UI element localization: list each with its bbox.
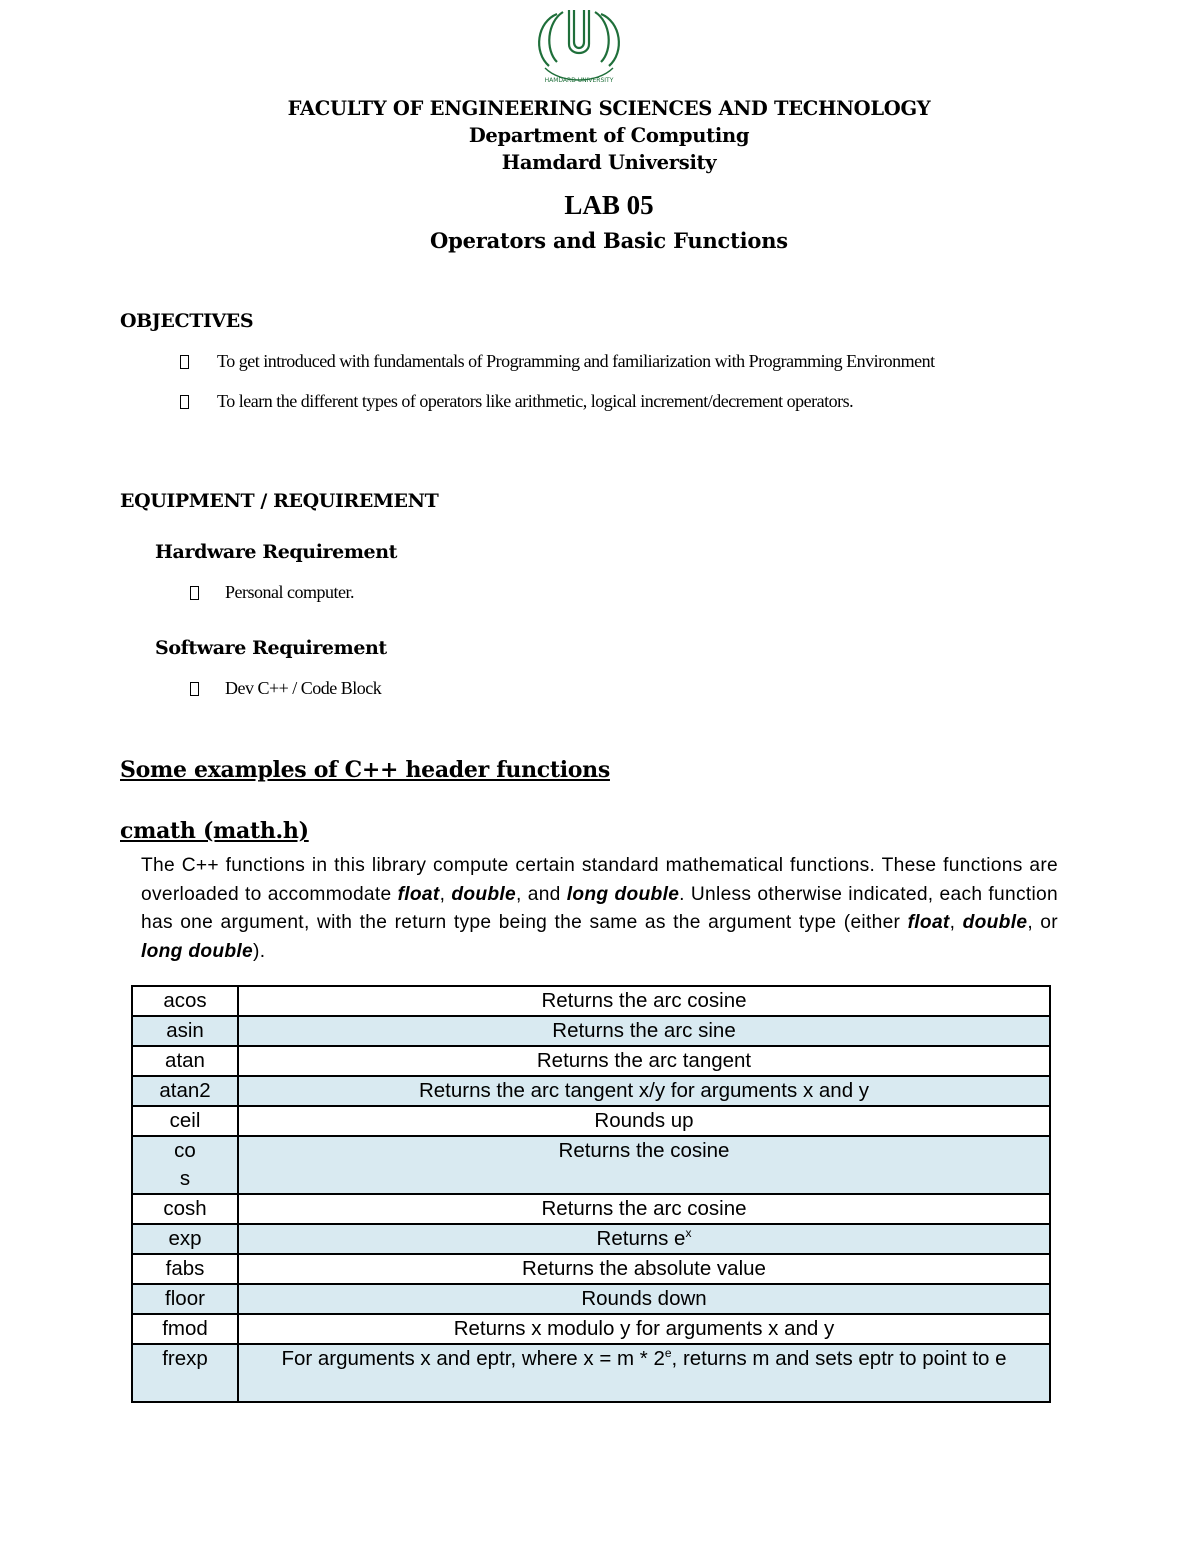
function-name: asin [132, 1016, 238, 1046]
function-description: For arguments x and eptr, where x = m * 2e, returns m and sets eptr to point to e [238, 1344, 1050, 1402]
faculty-title: FACULTY OF ENGINEERING SCIENCES AND TECHNOLOGY [287, 97, 931, 120]
table-row [132, 1224, 1050, 1254]
function-name: floor [132, 1284, 238, 1314]
software-heading: Software Requirement [155, 637, 387, 659]
table-row [132, 986, 1050, 1016]
function-description: Rounds down [238, 1284, 1050, 1314]
table-row [132, 1254, 1050, 1284]
bullet-icon [190, 682, 199, 696]
function-name: cos [132, 1136, 238, 1194]
function-description: Returns x modulo y for arguments x and y [238, 1314, 1050, 1344]
function-name: acos [132, 986, 238, 1016]
function-description: Returns the arc tangent [238, 1046, 1050, 1076]
table-row [132, 1016, 1050, 1046]
table-row [132, 1076, 1050, 1106]
university-logo [527, 4, 631, 90]
function-name: atan2 [132, 1076, 238, 1106]
function-description: Rounds up [238, 1106, 1050, 1136]
document-page: HAMDARD UNIVERSITY FACULTY OF ENGINEERING SCIENCES AND TECHNOLOGY Department of Computing Hamdard University LAB 05 Operators and Basic Functions OBJECTIVES To get introduced with fundamentals of Programming and familiarization with Programming Environment To learn the different types of operators like arithmetic, logical increment/decrement operators. EQUIPMENT / REQUIREMENT Hardware Requirement Personal computer. Software Requirement Dev C++ / Code Block Some examples of C++ header functions cmath (math.h) The C++ functions in this library compute certain standard mathematical functions. These functions are overloaded to accommodate float, double, and long double. Unless otherwise indicated, each function has one argument, with the return type being the same as the argument type (either float, double, or long double). acos Returns the arc cosine asin Returns the arc sine atan Returns the arc tangent atan2 Returns the arc tangent x/y for arguments x and y ceil Rounds up cos Returns the cosine cosh Returns the arc cosine exp Returns $e^x$ fabs Returns the absolute value floor Rounds down fmod Returns x modulo y for arguments x and y frexp For arguments x and eptr, where x = m * 2e, returns m and sets eptr to point to e [0, 0, 1200, 1553]
equipment-heading: EQUIPMENT / REQUIREMENT [120, 490, 439, 512]
hardware-heading: Hardware Requirement [155, 541, 398, 563]
function-name: ceil [132, 1106, 238, 1136]
function-description: Returns the arc cosine [238, 1194, 1050, 1224]
table-row [132, 1194, 1050, 1224]
function-name: cosh [132, 1194, 238, 1224]
table-row [132, 1046, 1050, 1076]
function-description: Returns $e^x$ [238, 1224, 1050, 1254]
function-name: frexp [132, 1344, 238, 1402]
university-name: Hamdard University [501, 151, 717, 174]
function-description: Returns the absolute value [238, 1254, 1050, 1284]
function-description: Returns the cosine [238, 1136, 1050, 1194]
function-name: fmod [132, 1314, 238, 1344]
lab-number: LAB 05 [564, 190, 654, 220]
objectives-heading: OBJECTIVES [120, 310, 254, 332]
cmath-description: The C++ functions in this library compute certain standard mathematical functions. These functions are overloaded to accommodate float, double, and long double. Unless otherwise indicated, each function has one argument, with the return type being the same as the argument type (either float, double, or long double). [141, 855, 1058, 963]
table-row [132, 1314, 1050, 1344]
bullet-icon [190, 586, 199, 600]
bullet-icon [180, 355, 189, 369]
cmath-heading: cmath (math.h) [120, 818, 309, 844]
functions-table [131, 985, 1051, 1403]
function-description: Returns the arc cosine [238, 986, 1050, 1016]
function-name: atan [132, 1046, 238, 1076]
examples-heading: Some examples of C++ header functions [120, 757, 610, 783]
table-row [132, 1284, 1050, 1314]
function-name: exp [132, 1224, 238, 1254]
lab-title: Operators and Basic Functions [430, 228, 788, 253]
svg-text:HAMDARD UNIVERSITY: HAMDARD UNIVERSITY [544, 77, 614, 84]
department-name: Department of Computing [468, 124, 750, 147]
function-description: Returns the arc tangent x/y for arguments x and y [238, 1076, 1050, 1106]
function-name: fabs [132, 1254, 238, 1284]
bullet-icon [180, 395, 189, 409]
table-row [132, 1106, 1050, 1136]
function-description: Returns the arc sine [238, 1016, 1050, 1046]
table-row [132, 1344, 1050, 1402]
table-row [132, 1136, 1050, 1194]
